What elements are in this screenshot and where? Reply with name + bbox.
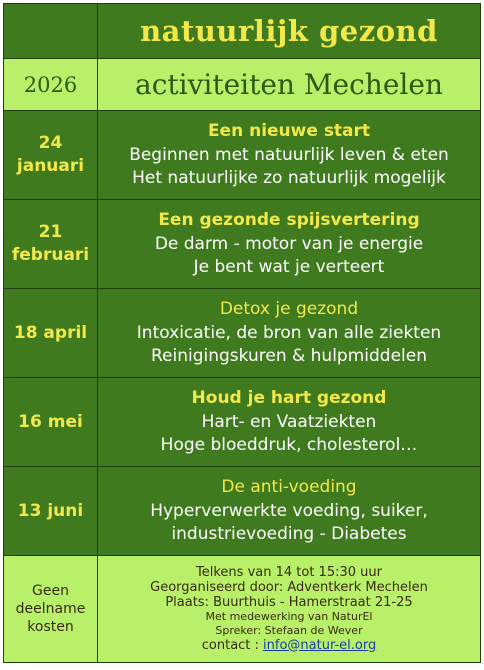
event-date-cell — [4, 289, 98, 377]
event-date: 13 juni — [17, 500, 84, 521]
free-entry-text: deelname — [15, 601, 86, 617]
event-info-cell — [98, 378, 480, 466]
subtitle-row — [4, 59, 480, 111]
event-info-cell — [98, 289, 480, 377]
event-row — [4, 289, 480, 378]
event-title: Een gezonde spijsvertering — [158, 210, 420, 230]
page-subtitle: activiteiten Mechelen — [135, 68, 443, 101]
event-info-cell — [98, 467, 480, 555]
event-info-cell — [98, 111, 480, 199]
event-description: Het natuurlijke zo natuurlijk mogelijk — [132, 168, 446, 188]
practical-info-cell — [98, 556, 480, 662]
event-description: Hart- en Vaatziekten — [201, 412, 377, 432]
event-description: Intoxicatie, de bron van alle ziekten — [136, 323, 442, 343]
subtitle-cell — [98, 59, 480, 110]
event-date-cell — [4, 111, 98, 199]
contact-label: contact : — [201, 637, 264, 653]
location-info: Plaats: Buurthuis - Hamerstraat 21-25 — [165, 594, 413, 610]
free-entry-text: kosten — [27, 619, 74, 635]
event-description: Reinigingskuren & hulpmiddelen — [150, 346, 428, 366]
year-label: 2026 — [23, 72, 78, 97]
event-date: 16 mei — [18, 411, 83, 432]
event-row — [4, 467, 480, 556]
contact-email-link[interactable]: info@natur-el.org — [263, 637, 377, 653]
event-row — [4, 111, 480, 200]
event-month: februari — [11, 245, 90, 265]
title-row — [4, 4, 480, 59]
page-title: natuurlijk gezond — [140, 14, 438, 48]
event-date: 21 — [38, 222, 63, 242]
event-description: De darm - motor van je energie — [154, 234, 424, 254]
event-description: industrievoeding - Diabetes — [171, 524, 407, 544]
event-title: Een nieuwe start — [207, 121, 371, 141]
event-title: De anti-voeding — [221, 477, 357, 497]
event-date-cell — [4, 200, 98, 288]
free-entry-text: Geen — [32, 583, 69, 599]
event-description: Hoge bloeddruk, cholesterol… — [160, 435, 418, 455]
event-date: 24 — [38, 133, 63, 153]
event-info-cell — [98, 200, 480, 288]
event-row — [4, 378, 480, 467]
schedule-table — [3, 3, 481, 663]
event-date: 18 april — [13, 322, 88, 343]
event-description: Beginnen met natuurlijk leven & eten — [129, 145, 449, 165]
event-date-cell — [4, 467, 98, 555]
title-left-cell — [4, 4, 98, 58]
cooperation-info: Met medewerking van NaturEl — [205, 609, 373, 623]
event-row — [4, 200, 480, 289]
event-month: januari — [16, 156, 85, 176]
event-description: Hyperverwerkte voeding, suiker, — [150, 501, 428, 521]
time-info: Telkens van 14 tot 15:30 uur — [196, 564, 382, 580]
contact-info — [202, 638, 377, 654]
speaker-info: Spreker: Stefaan de Wever — [215, 623, 363, 637]
event-date-cell — [4, 378, 98, 466]
event-title: Houd je hart gezond — [191, 388, 387, 408]
footer-row — [4, 556, 480, 662]
event-description: Je bent wat je verteert — [193, 257, 385, 277]
free-entry-cell — [4, 556, 98, 662]
title-cell — [98, 4, 480, 58]
organizer-info: Georganiseerd door: Adventkerk Mechelen — [150, 579, 428, 595]
event-title: Detox je gezond — [219, 299, 359, 319]
year-cell — [4, 59, 98, 110]
